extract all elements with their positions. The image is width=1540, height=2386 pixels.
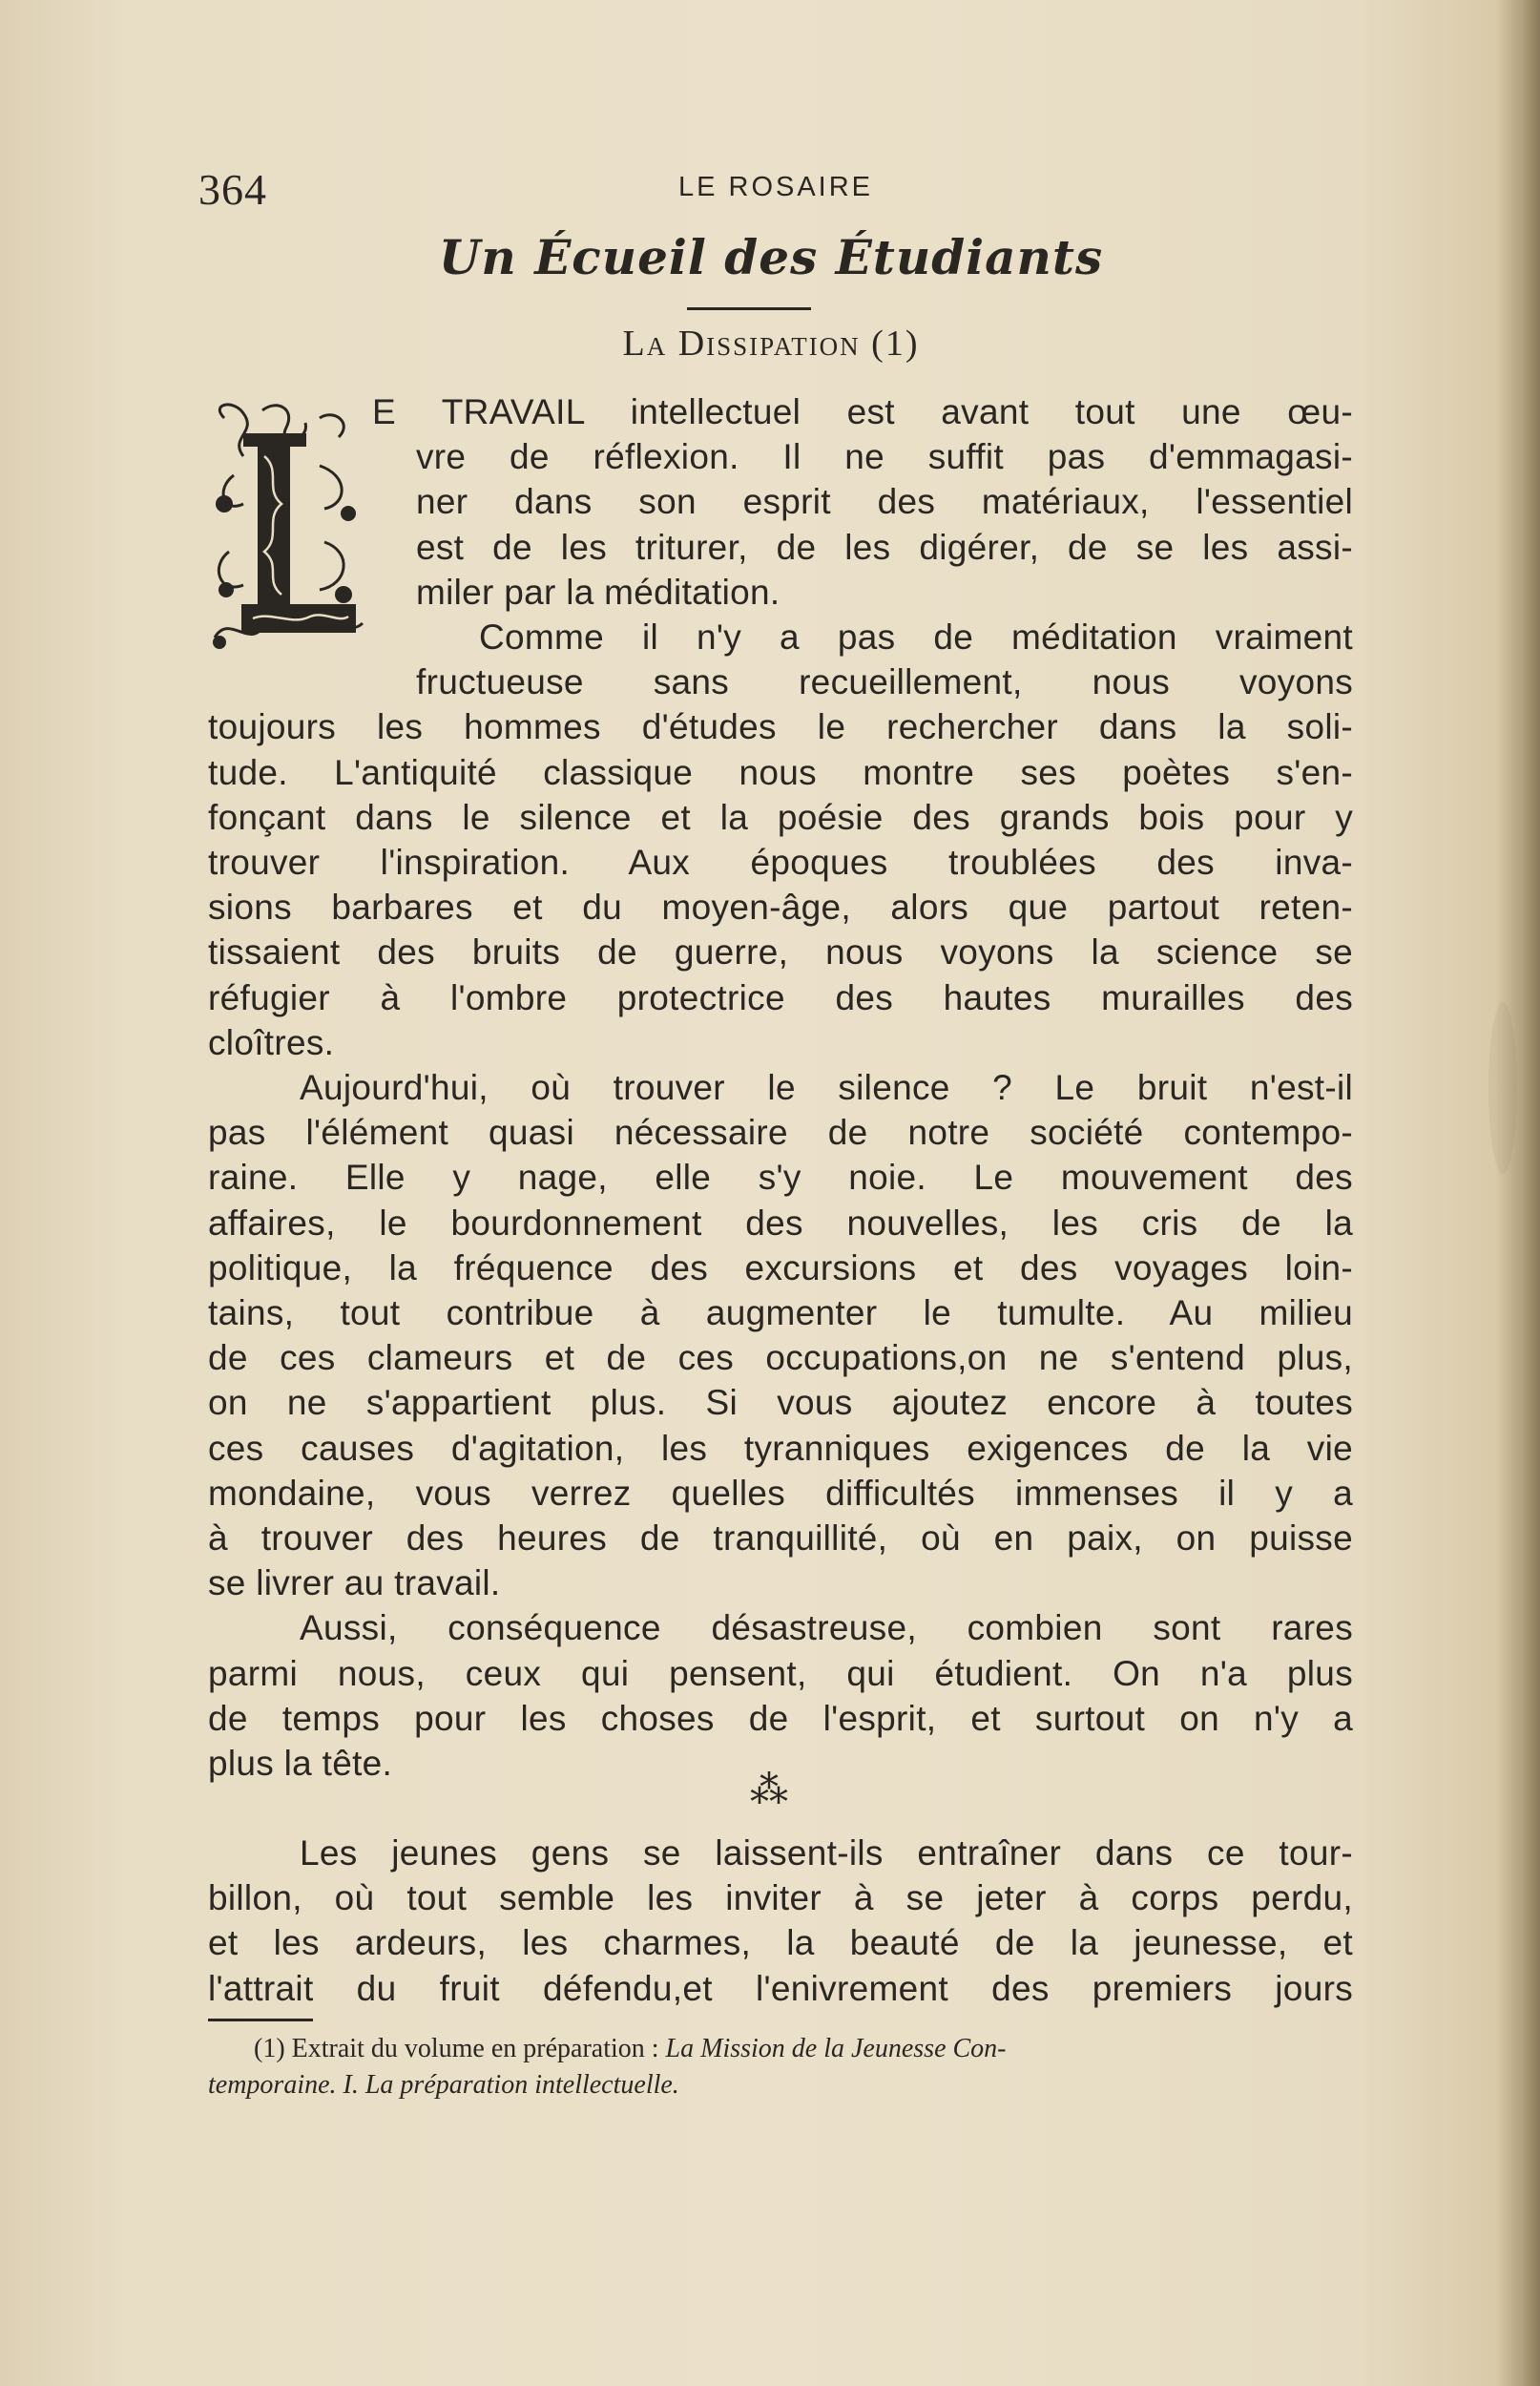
footnote-marker: (1): [254, 2034, 285, 2063]
text-line: raine. Elle y nage, elle s'y noie. Le mouvement des: [208, 1158, 1353, 1198]
running-head: LE ROSAIRE: [677, 172, 874, 202]
asterism: ⁂: [750, 1769, 792, 1811]
text-line: billon, où tout semble les inviter à se jeter à corps perdu,: [208, 1878, 1353, 1918]
text-line: politique, la fréquence des excursions et des voyages loin-: [208, 1247, 1353, 1287]
text-line: de ces clameurs et de ces occupations,on ne s'entend plus,: [208, 1338, 1353, 1378]
text-line: miler par la méditation.: [416, 572, 780, 612]
text-line: sions barbares et du moyen-âge, alors que partout reten-: [208, 888, 1353, 928]
footnote-text: Extrait du volume en préparation :: [291, 2034, 659, 2063]
text-line: toujours les hommes d'études le rechercher dans la soli-: [208, 707, 1353, 747]
text-line: l'attrait du fruit défendu,et l'enivrement des premiers jours: [208, 1968, 1353, 2008]
text-line: se livrer au travail.: [208, 1563, 501, 1603]
article-subtitle: La Dissipation (1): [622, 324, 920, 364]
text-line: tissaient des bruits de guerre, nous voyons la science se: [208, 932, 1353, 973]
text-line: E TRAVAIL intellectuel est avant tout une œu-: [372, 392, 1353, 431]
text-line: Aujourd'hui, où trouver le silence ? Le bruit n'est-il: [300, 1068, 1353, 1108]
text-line: parmi nous, ceux qui pensent, qui étudient. On n'a plus: [208, 1653, 1353, 1693]
text-line: Aussi, conséquence désastreuse, combien sont rares: [300, 1608, 1353, 1648]
text-line: tude. L'antiquité classique nous montre ses poètes s'en-: [208, 752, 1353, 792]
text-line: affaires, le bourdonnement des nouvelles, les cris de la: [208, 1203, 1353, 1243]
text-line: est de les triturer, de les digérer, de se les assi-: [416, 527, 1353, 567]
text-line: et les ardeurs, les charmes, la beauté de la jeunesse, et: [208, 1923, 1353, 1963]
text-line: trouver l'inspiration. Aux époques troublées des inva-: [208, 843, 1353, 883]
spine-shadow: [1496, 0, 1540, 2386]
text-line: Comme il n'y a pas de méditation vraiment: [479, 617, 1353, 658]
text-line: réfugier à l'ombre protectrice des hautes murailles des: [208, 977, 1353, 1017]
text-line: fructueuse sans recueillement, nous voyons: [416, 662, 1353, 702]
page-header: [198, 160, 1353, 218]
text-line: mondaine, vous verrez quelles difficultés immenses il y a: [208, 1473, 1353, 1513]
footnote-italic-line: temporaine. I. La préparation intellectuelle.: [208, 2070, 679, 2100]
page-number: 364: [198, 165, 267, 214]
footnote-italic: La Mission de la Jeunesse Con-: [665, 2034, 1007, 2063]
text-line: plus la tête.: [208, 1744, 393, 1784]
body-text-second: [208, 1831, 1353, 2011]
text-line: cloîtres.: [208, 1022, 335, 1062]
footnote: [208, 2031, 1353, 2103]
text-line: tains, tout contribue à augmenter le tumulte. Au milieu: [208, 1293, 1353, 1333]
title-rule: [687, 307, 811, 310]
text-line: pas l'élément quasi nécessaire de notre société contempo-: [208, 1113, 1353, 1153]
text-line: de temps pour les choses de l'esprit, et surtout on n'y a: [208, 1698, 1353, 1738]
text-line: à trouver des heures de tranquillité, où en paix, on puisse: [208, 1518, 1353, 1559]
text-line: on ne s'appartient plus. Si vous ajoutez encore à toutes: [208, 1383, 1353, 1423]
body-text-first: [208, 389, 1353, 1786]
text-line: vre de réflexion. Il ne suffit pas d'emmagasi-: [416, 437, 1353, 477]
article-title: Un Écueil des Étudiants: [438, 229, 1104, 285]
text-line: fonçant dans le silence et la poésie des grands bois pour y: [208, 797, 1353, 837]
footnote-line: [208, 2031, 1353, 2067]
footnote-rule: [208, 2019, 313, 2021]
text-line: ner dans son esprit des matériaux, l'essentiel: [416, 482, 1353, 522]
text-line: Les jeunes gens se laissent-ils entraîner dans ce tour-: [300, 1833, 1353, 1873]
text-line: ces causes d'agitation, les tyranniques exigences de la vie: [208, 1428, 1353, 1468]
